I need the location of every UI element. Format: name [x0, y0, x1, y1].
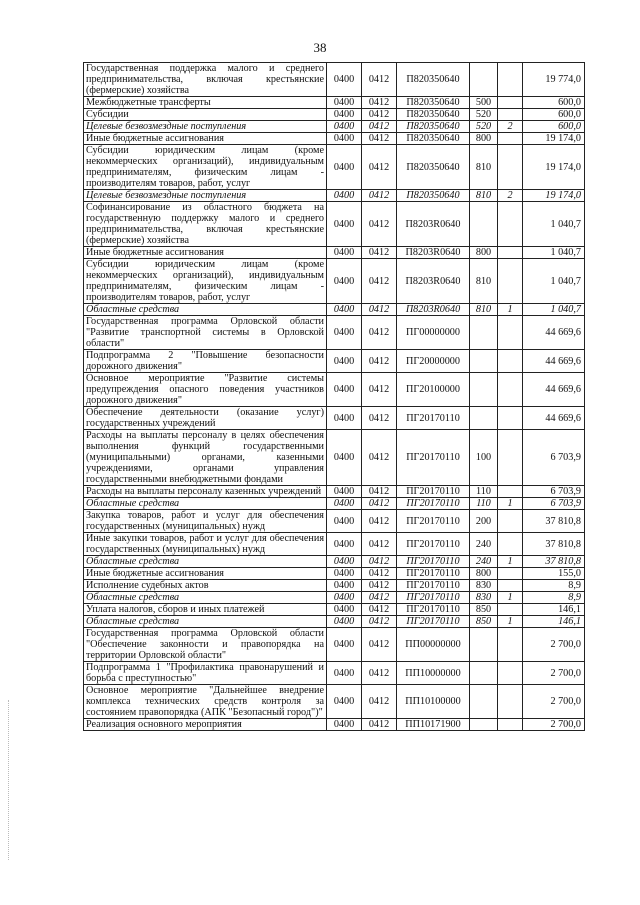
- row-funding-source: [498, 407, 523, 430]
- row-section: 0400: [327, 719, 362, 731]
- row-name: Софинансирование из областного бюджета на государственную поддержку малого и среднего предпринимательства, включая крестьянские (фермерские) хозяйства: [84, 202, 327, 247]
- row-name: Субсидии юридическим лицам (кроме некоммерческих организаций), индивидуальным предпринимателям, физическим лицам - производителям товаров, работ, услуг: [84, 145, 327, 190]
- table-row: [84, 556, 585, 568]
- row-amount: 1 040,7: [523, 304, 585, 316]
- row-funding-source: [498, 202, 523, 247]
- row-subsection: 0412: [362, 628, 397, 662]
- row-funding-source: [498, 133, 523, 145]
- row-section: 0400: [327, 304, 362, 316]
- row-amount: 8,9: [523, 580, 585, 592]
- row-amount: 44 669,6: [523, 407, 585, 430]
- row-target-article: П8203R0640: [397, 247, 470, 259]
- table-row: [84, 304, 585, 316]
- table-row: [84, 685, 585, 719]
- row-name: Государственная программа Орловской области "Развитие транспортной системы в Орловской области": [84, 316, 327, 350]
- row-name: Реализация основного мероприятия: [84, 719, 327, 731]
- row-section: 0400: [327, 510, 362, 533]
- row-section: 0400: [327, 259, 362, 304]
- row-amount: 19 174,0: [523, 145, 585, 190]
- row-amount: 1 040,7: [523, 259, 585, 304]
- table-row: [84, 486, 585, 498]
- row-funding-source: [498, 247, 523, 259]
- row-subsection: 0412: [362, 121, 397, 133]
- budget-table-body: [84, 63, 585, 731]
- row-expense-type: 240: [470, 533, 498, 556]
- row-expense-type: [470, 685, 498, 719]
- row-target-article: ПП10000000: [397, 662, 470, 685]
- row-expense-type: 850: [470, 604, 498, 616]
- row-expense-type: 830: [470, 580, 498, 592]
- row-section: 0400: [327, 121, 362, 133]
- row-subsection: 0412: [362, 304, 397, 316]
- row-subsection: 0412: [362, 719, 397, 731]
- table-row: [84, 604, 585, 616]
- row-section: 0400: [327, 556, 362, 568]
- row-target-article: ПГ20170110: [397, 580, 470, 592]
- row-expense-type: [470, 373, 498, 407]
- row-subsection: 0412: [362, 533, 397, 556]
- row-name: Областные средства: [84, 304, 327, 316]
- table-row: [84, 63, 585, 97]
- row-section: 0400: [327, 133, 362, 145]
- row-name: Иные бюджетные ассигнования: [84, 133, 327, 145]
- row-expense-type: 810: [470, 190, 498, 202]
- table-row: [84, 616, 585, 628]
- row-name: Государственная поддержка малого и среднего предпринимательства, включая крестьянские (фермерские) хозяйства: [84, 63, 327, 97]
- row-subsection: 0412: [362, 202, 397, 247]
- row-section: 0400: [327, 604, 362, 616]
- row-section: 0400: [327, 486, 362, 498]
- row-section: 0400: [327, 592, 362, 604]
- row-expense-type: 830: [470, 592, 498, 604]
- row-subsection: 0412: [362, 556, 397, 568]
- row-section: 0400: [327, 662, 362, 685]
- row-amount: 1 040,7: [523, 247, 585, 259]
- row-target-article: ПГ20170110: [397, 556, 470, 568]
- row-subsection: 0412: [362, 616, 397, 628]
- row-name: Расходы на выплаты персоналу казенных учреждений: [84, 486, 327, 498]
- row-amount: 6 703,9: [523, 498, 585, 510]
- row-funding-source: [498, 486, 523, 498]
- row-target-article: ПГ20170110: [397, 486, 470, 498]
- row-expense-type: [470, 202, 498, 247]
- row-target-article: ПГ20170110: [397, 510, 470, 533]
- row-target-article: П820350640: [397, 121, 470, 133]
- row-section: 0400: [327, 628, 362, 662]
- row-target-article: П820350640: [397, 145, 470, 190]
- budget-table: [83, 62, 585, 731]
- row-target-article: ПГ20170110: [397, 407, 470, 430]
- table-row: [84, 719, 585, 731]
- row-target-article: ПГ20170110: [397, 568, 470, 580]
- table-row: [84, 430, 585, 486]
- row-funding-source: [498, 259, 523, 304]
- row-amount: 19 174,0: [523, 133, 585, 145]
- row-section: 0400: [327, 63, 362, 97]
- row-subsection: 0412: [362, 604, 397, 616]
- row-section: 0400: [327, 202, 362, 247]
- row-expense-type: 200: [470, 510, 498, 533]
- row-target-article: ПГ20170110: [397, 592, 470, 604]
- row-name: Субсидии юридическим лицам (кроме некоммерческих организаций), индивидуальным предпринимателям, физическим лицам - производителям товаров, работ, услуг: [84, 259, 327, 304]
- row-funding-source: [498, 145, 523, 190]
- row-expense-type: [470, 662, 498, 685]
- row-amount: 44 669,6: [523, 316, 585, 350]
- row-name: Основное мероприятие "Дальнейшее внедрение комплекса технических средств контроля за состоянием правопорядка (АПК "Безопасный город")": [84, 685, 327, 719]
- row-expense-type: 500: [470, 97, 498, 109]
- row-target-article: ПГ20170110: [397, 430, 470, 486]
- table-row: [84, 662, 585, 685]
- row-expense-type: 850: [470, 616, 498, 628]
- row-subsection: 0412: [362, 662, 397, 685]
- page-number: 38: [313, 40, 327, 55]
- row-expense-type: 810: [470, 304, 498, 316]
- row-amount: 6 703,9: [523, 486, 585, 498]
- row-target-article: ПГ20170110: [397, 604, 470, 616]
- table-row: [84, 498, 585, 510]
- table-row: [84, 533, 585, 556]
- row-target-article: П820350640: [397, 109, 470, 121]
- row-funding-source: [498, 719, 523, 731]
- row-amount: 2 700,0: [523, 662, 585, 685]
- row-name: Расходы на выплаты персоналу в целях обеспечения выполнения функций государственными (муниципальными) органами, казенными учреждениями, органами управления государственными внебюджетными фондами: [84, 430, 327, 486]
- table-row: [84, 350, 585, 373]
- row-name: Подпрограмма 1 "Профилактика правонарушений и борьба с преступностью": [84, 662, 327, 685]
- row-name: Целевые безвозмездные поступления: [84, 121, 327, 133]
- table-row: [84, 133, 585, 145]
- row-section: 0400: [327, 568, 362, 580]
- row-subsection: 0412: [362, 373, 397, 407]
- table-row: [84, 628, 585, 662]
- row-expense-type: 520: [470, 121, 498, 133]
- row-section: 0400: [327, 498, 362, 510]
- row-expense-type: 110: [470, 486, 498, 498]
- row-expense-type: [470, 350, 498, 373]
- row-amount: 8,9: [523, 592, 585, 604]
- table-row: [84, 190, 585, 202]
- row-subsection: 0412: [362, 580, 397, 592]
- row-subsection: 0412: [362, 568, 397, 580]
- row-subsection: 0412: [362, 350, 397, 373]
- row-subsection: 0412: [362, 407, 397, 430]
- row-subsection: 0412: [362, 430, 397, 486]
- row-amount: 2 700,0: [523, 628, 585, 662]
- row-section: 0400: [327, 316, 362, 350]
- row-subsection: 0412: [362, 259, 397, 304]
- row-funding-source: [498, 510, 523, 533]
- row-funding-source: 1: [498, 592, 523, 604]
- row-expense-type: [470, 407, 498, 430]
- row-target-article: П820350640: [397, 63, 470, 97]
- row-funding-source: [498, 63, 523, 97]
- row-subsection: 0412: [362, 316, 397, 350]
- row-funding-source: [498, 533, 523, 556]
- row-amount: 600,0: [523, 121, 585, 133]
- row-section: 0400: [327, 373, 362, 407]
- row-name: Исполнение судебных актов: [84, 580, 327, 592]
- row-funding-source: 1: [498, 304, 523, 316]
- row-expense-type: 800: [470, 247, 498, 259]
- row-name: Закупка товаров, работ и услуг для обеспечения государственных (муниципальных) нужд: [84, 510, 327, 533]
- row-subsection: 0412: [362, 190, 397, 202]
- row-expense-type: 810: [470, 145, 498, 190]
- row-expense-type: [470, 316, 498, 350]
- row-name: Основное мероприятие "Развитие системы предупреждения опасного поведения участников дорожного движения": [84, 373, 327, 407]
- table-row: [84, 592, 585, 604]
- row-name: Областные средства: [84, 592, 327, 604]
- row-funding-source: 2: [498, 190, 523, 202]
- row-section: 0400: [327, 247, 362, 259]
- row-target-article: ПГ20000000: [397, 350, 470, 373]
- row-name: Межбюджетные трансферты: [84, 97, 327, 109]
- row-funding-source: [498, 97, 523, 109]
- row-target-article: П820350640: [397, 190, 470, 202]
- table-row: [84, 510, 585, 533]
- row-expense-type: 810: [470, 259, 498, 304]
- row-name: Обеспечение деятельности (оказание услуг) государственных учреждений: [84, 407, 327, 430]
- row-section: 0400: [327, 145, 362, 190]
- row-subsection: 0412: [362, 486, 397, 498]
- row-target-article: ПП10100000: [397, 685, 470, 719]
- row-expense-type: 240: [470, 556, 498, 568]
- table-row: [84, 202, 585, 247]
- scan-margin-marks: [8, 700, 10, 860]
- row-amount: 6 703,9: [523, 430, 585, 486]
- row-target-article: ПП00000000: [397, 628, 470, 662]
- row-expense-type: [470, 628, 498, 662]
- row-target-article: ПГ20100000: [397, 373, 470, 407]
- row-section: 0400: [327, 533, 362, 556]
- row-subsection: 0412: [362, 685, 397, 719]
- row-subsection: 0412: [362, 63, 397, 97]
- row-name: Областные средства: [84, 498, 327, 510]
- row-expense-type: 800: [470, 568, 498, 580]
- row-name: Субсидии: [84, 109, 327, 121]
- table-row: [84, 568, 585, 580]
- row-subsection: 0412: [362, 97, 397, 109]
- row-expense-type: [470, 63, 498, 97]
- table-row: [84, 316, 585, 350]
- row-funding-source: [498, 580, 523, 592]
- row-subsection: 0412: [362, 133, 397, 145]
- row-funding-source: 2: [498, 121, 523, 133]
- row-funding-source: [498, 685, 523, 719]
- row-target-article: ПГ20170110: [397, 498, 470, 510]
- table-row: [84, 145, 585, 190]
- row-amount: 146,1: [523, 616, 585, 628]
- row-amount: 155,0: [523, 568, 585, 580]
- table-row: [84, 373, 585, 407]
- row-amount: 37 810,8: [523, 510, 585, 533]
- row-target-article: ПГ00000000: [397, 316, 470, 350]
- row-subsection: 0412: [362, 145, 397, 190]
- row-funding-source: [498, 350, 523, 373]
- row-name: Подпрограмма 2 "Повышение безопасности дорожного движения": [84, 350, 327, 373]
- row-section: 0400: [327, 97, 362, 109]
- row-name: Государственная программа Орловской области "Обеспечение законности и правопорядка на территории Орловской области": [84, 628, 327, 662]
- row-subsection: 0412: [362, 510, 397, 533]
- row-funding-source: 1: [498, 498, 523, 510]
- row-section: 0400: [327, 580, 362, 592]
- table-row: [84, 121, 585, 133]
- row-expense-type: 100: [470, 430, 498, 486]
- table-row: [84, 259, 585, 304]
- row-amount: 44 669,6: [523, 350, 585, 373]
- row-amount: 2 700,0: [523, 719, 585, 731]
- row-target-article: ПП10171900: [397, 719, 470, 731]
- row-amount: 44 669,6: [523, 373, 585, 407]
- row-expense-type: 110: [470, 498, 498, 510]
- table-row: [84, 407, 585, 430]
- table-row: [84, 247, 585, 259]
- row-name: Областные средства: [84, 556, 327, 568]
- row-funding-source: 1: [498, 616, 523, 628]
- row-amount: 2 700,0: [523, 685, 585, 719]
- row-name: Иные бюджетные ассигнования: [84, 568, 327, 580]
- row-amount: 19 774,0: [523, 63, 585, 97]
- row-funding-source: [498, 568, 523, 580]
- row-name: Целевые безвозмездные поступления: [84, 190, 327, 202]
- row-section: 0400: [327, 190, 362, 202]
- row-funding-source: 1: [498, 556, 523, 568]
- row-target-article: П8203R0640: [397, 202, 470, 247]
- row-target-article: ПГ20170110: [397, 533, 470, 556]
- row-funding-source: [498, 604, 523, 616]
- row-funding-source: [498, 316, 523, 350]
- row-section: 0400: [327, 685, 362, 719]
- row-target-article: П8203R0640: [397, 304, 470, 316]
- row-subsection: 0412: [362, 498, 397, 510]
- row-amount: 37 810,8: [523, 556, 585, 568]
- row-expense-type: [470, 719, 498, 731]
- table-row: [84, 580, 585, 592]
- row-subsection: 0412: [362, 592, 397, 604]
- row-section: 0400: [327, 430, 362, 486]
- row-expense-type: 800: [470, 133, 498, 145]
- row-target-article: П820350640: [397, 97, 470, 109]
- table-row: [84, 109, 585, 121]
- row-target-article: ПГ20170110: [397, 616, 470, 628]
- row-funding-source: [498, 628, 523, 662]
- row-target-article: П8203R0640: [397, 259, 470, 304]
- row-name: Иные закупки товаров, работ и услуг для обеспечения государственных (муниципальных) нужд: [84, 533, 327, 556]
- row-amount: 600,0: [523, 97, 585, 109]
- row-amount: 19 174,0: [523, 190, 585, 202]
- row-subsection: 0412: [362, 109, 397, 121]
- row-subsection: 0412: [362, 247, 397, 259]
- row-section: 0400: [327, 616, 362, 628]
- row-name: Иные бюджетные ассигнования: [84, 247, 327, 259]
- row-section: 0400: [327, 407, 362, 430]
- row-name: Областные средства: [84, 616, 327, 628]
- row-amount: 1 040,7: [523, 202, 585, 247]
- row-section: 0400: [327, 109, 362, 121]
- row-funding-source: [498, 430, 523, 486]
- row-section: 0400: [327, 350, 362, 373]
- row-funding-source: [498, 109, 523, 121]
- table-row: [84, 97, 585, 109]
- row-target-article: П820350640: [397, 133, 470, 145]
- row-amount: 146,1: [523, 604, 585, 616]
- row-expense-type: 520: [470, 109, 498, 121]
- row-funding-source: [498, 662, 523, 685]
- row-name: Уплата налогов, сборов и иных платежей: [84, 604, 327, 616]
- row-funding-source: [498, 373, 523, 407]
- row-amount: 600,0: [523, 109, 585, 121]
- row-amount: 37 810,8: [523, 533, 585, 556]
